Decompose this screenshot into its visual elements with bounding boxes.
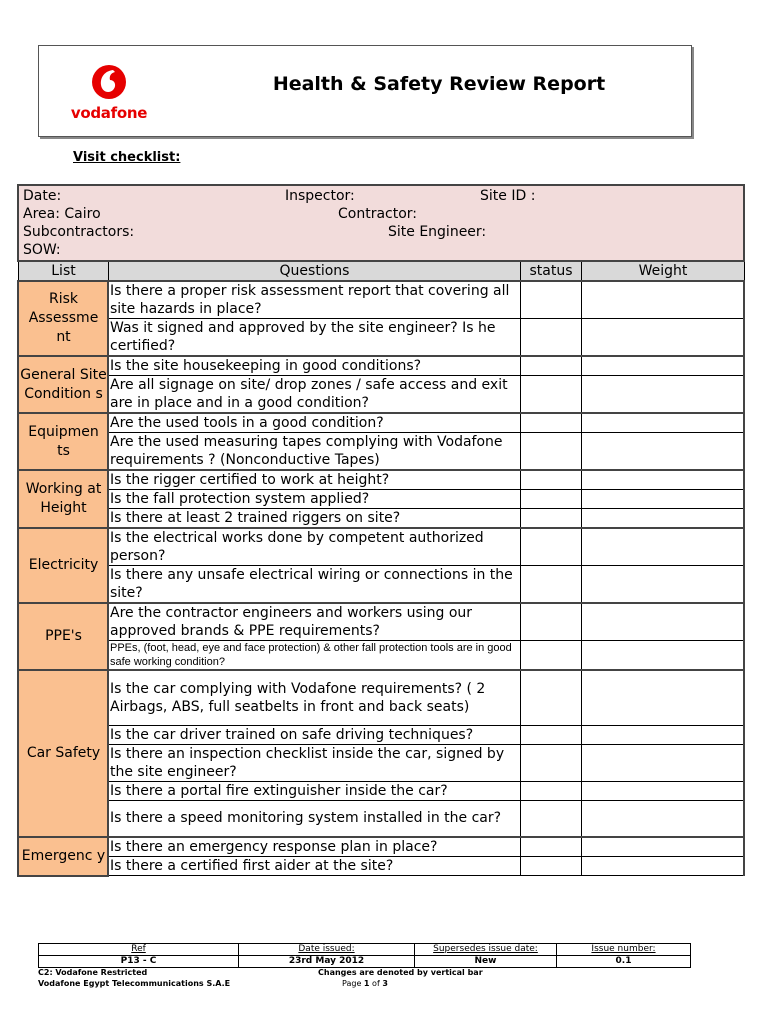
sow-field[interactable]: SOW: [23,242,61,258]
checklist-row [18,470,744,490]
page-current: 1 [363,979,370,988]
visit-checklist-title: Visit checklist: [73,150,181,165]
checklist-row [18,413,744,433]
page-prefix: Page [342,979,362,988]
status-cell[interactable] [520,670,581,725]
report-title: Health & Safety Review Report [272,73,606,95]
status-cell[interactable] [520,376,581,414]
question-cell: Is the car driver trained on safe driving techniques? [108,725,520,744]
date-issued-value: 23rd May 2012 [239,956,415,968]
status-cell[interactable] [520,509,581,529]
checklist-row [18,566,744,604]
weight-cell[interactable] [581,490,744,509]
weight-cell[interactable] [581,744,744,781]
status-cell[interactable] [520,744,581,781]
question-cell: Is the car complying with Vodafone requirements? ( 2 Airbags, ABS, full seatbelts in front and back seats) [108,670,520,725]
status-cell[interactable] [520,837,581,857]
weight-cell[interactable] [581,670,744,725]
checklist-row [18,319,744,357]
subcontractors-field[interactable]: Subcontractors: [23,224,135,240]
checklist-row [18,725,744,744]
checklist-row [18,509,744,529]
area-field[interactable]: Area: Cairo [23,206,101,222]
site-info-block [18,185,744,261]
question-cell: Is there a proper risk assessment report that covering all site hazards in place? [108,281,520,319]
category-cell: PPE's [18,603,108,670]
status-cell[interactable] [520,528,581,566]
category-cell: Risk Assessme nt [18,281,108,356]
date-issued-label: Date issued: [239,944,415,956]
weight-cell[interactable] [581,509,744,529]
status-cell[interactable] [520,356,581,376]
weight-cell[interactable] [581,857,744,876]
question-cell: Was it signed and approved by the site engineer? Is he certified? [108,319,520,357]
weight-cell[interactable] [581,376,744,414]
checklist-row [18,603,744,641]
status-cell[interactable] [520,413,581,433]
status-cell[interactable] [520,281,581,319]
checklist-row [18,800,744,837]
checklist-row [18,376,744,414]
company-text: Vodafone Egypt Telecommunications S.A.E [38,979,231,988]
ref-value: P13 - C [39,956,239,968]
inspector-field[interactable]: Inspector: [285,188,355,204]
column-header-status: status [520,261,581,281]
logo-wordmark: vodafone [70,104,148,122]
supersedes-label: Supersedes issue date: [415,944,557,956]
status-cell[interactable] [520,641,581,671]
question-cell: Is there a speed monitoring system installed in the car? [108,800,520,837]
ref-label: Ref [39,944,239,956]
question-cell: Is the rigger certified to work at height? [108,470,520,490]
question-cell: Is the site housekeeping in good conditions? [108,356,520,376]
vodafone-logo [69,64,149,124]
status-cell[interactable] [520,319,581,357]
question-cell: Is there a certified first aider at the site? [108,857,520,876]
status-cell[interactable] [520,433,581,471]
category-cell: Car Safety [18,670,108,837]
column-header-list: List [18,261,108,281]
question-cell: Are the contractor engineers and workers using our approved brands & PPE requirements? [108,603,520,641]
checklist-row [18,490,744,509]
column-header-weight: Weight [581,261,744,281]
column-header-row [18,261,744,281]
weight-cell[interactable] [581,356,744,376]
checklist-row [18,670,744,725]
issue-number-value: 0.1 [557,956,691,968]
status-cell[interactable] [520,725,581,744]
question-cell: Is there at least 2 trained riggers on site? [108,509,520,529]
question-cell: Is there an inspection checklist inside the car, signed by the site engineer? [108,744,520,781]
category-cell: General Site Condition s [18,356,108,413]
question-cell: PPEs, (foot, head, eye and face protection) & other fall protection tools are in good safe working condition? [108,641,520,671]
question-cell: Is there a portal fire extinguisher inside the car? [108,781,520,800]
site-id-field[interactable]: Site ID : [480,188,536,204]
status-cell[interactable] [520,781,581,800]
contractor-field[interactable]: Contractor: [338,206,418,222]
status-cell[interactable] [520,603,581,641]
category-cell: Working at Height [18,470,108,528]
checklist-row [18,744,744,781]
page-of: of [372,979,380,988]
question-cell: Are the used tools in a good condition? [108,413,520,433]
weight-cell[interactable] [581,413,744,433]
question-cell: Is the electrical works done by competent authorized person? [108,528,520,566]
question-cell: Is there an emergency response plan in place? [108,837,520,857]
checklist-row [18,433,744,471]
category-cell: Equipmen ts [18,413,108,470]
issue-number-label: Issue number: [557,944,691,956]
checklist-row [18,837,744,857]
weight-cell[interactable] [581,603,744,641]
weight-cell[interactable] [581,470,744,490]
weight-cell[interactable] [581,641,744,671]
status-cell[interactable] [520,470,581,490]
classification-text: C2: Vodafone Restricted [38,968,148,977]
weight-cell[interactable] [581,281,744,319]
weight-cell[interactable] [581,433,744,471]
status-cell[interactable] [520,800,581,837]
checklist-row [18,356,744,376]
report-header [38,45,692,137]
page-total: 3 [382,979,388,988]
status-cell[interactable] [520,857,581,876]
checklist-row [18,641,744,671]
weight-cell[interactable] [581,800,744,837]
weight-cell[interactable] [581,566,744,604]
date-field[interactable]: Date: [23,188,62,204]
document-footer-table [38,943,691,968]
checklist-row [18,857,744,876]
question-cell: Are the used measuring tapes complying with Vodafone requirements ? (Nonconductive Tapes) [108,433,520,471]
supersedes-value: New [415,956,557,968]
question-cell: Is the fall protection system applied? [108,490,520,509]
checklist-row [18,528,744,566]
status-cell[interactable] [520,490,581,509]
weight-cell[interactable] [581,319,744,357]
weight-cell[interactable] [581,725,744,744]
checklist-row [18,281,744,319]
category-cell: Electricity [18,528,108,603]
weight-cell[interactable] [581,781,744,800]
column-header-questions: Questions [108,261,520,281]
changes-note: Changes are denoted by vertical bar [318,968,483,977]
category-cell: Emergenc y [18,837,108,876]
question-cell: Is there any unsafe electrical wiring or connections in the site? [108,566,520,604]
weight-cell[interactable] [581,528,744,566]
site-info-row [18,185,744,261]
visit-checklist-table [17,184,745,877]
page-number [342,979,388,988]
status-cell[interactable] [520,566,581,604]
weight-cell[interactable] [581,837,744,857]
checklist-row [18,781,744,800]
vodafone-speechmark-icon [69,64,149,104]
question-cell: Are all signage on site/ drop zones / safe access and exit are in place and in a good condition? [108,376,520,414]
site-engineer-field[interactable]: Site Engineer: [388,224,487,240]
